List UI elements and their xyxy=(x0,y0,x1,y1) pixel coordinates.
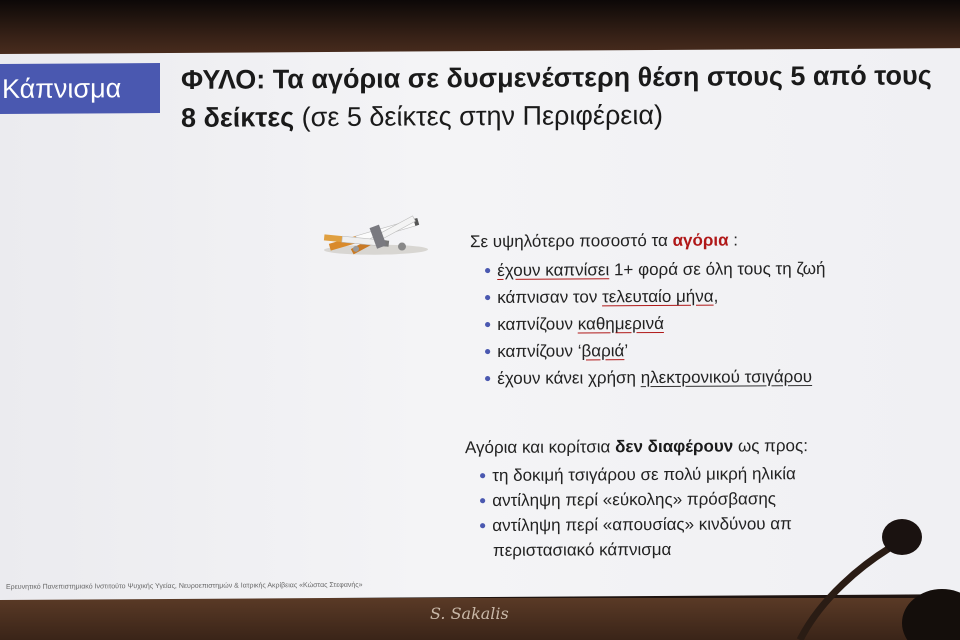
bullet-icon: ● xyxy=(479,493,487,508)
bullet-icon: ● xyxy=(484,343,492,359)
no-difference-intro: Αγόρια και κορίτσια δεν διαφέρουν ως προς: xyxy=(465,436,808,458)
bullet-icon: ● xyxy=(479,468,487,483)
room-background-top xyxy=(0,0,960,56)
list-item: ● έχουν καπνίσει 1+ φορά σε όλη τους τη ζωή xyxy=(484,258,826,280)
no-difference-highlight: δεν διαφέρουν xyxy=(615,436,734,457)
slide-title-normal: (σε 5 δείκτες στην Περιφέρεια) xyxy=(294,99,663,133)
section-tag: Κάπνισμα xyxy=(0,63,160,114)
list-item: ● κάπνισαν τον τελευταίο μήνα, xyxy=(484,286,719,307)
list-item: ● έχουν κάνει χρήση ηλεκτρονικού τσιγάρου xyxy=(484,367,813,388)
list-item: ● καπνίζουν ‘βαριά’ xyxy=(484,341,629,361)
bullet-icon: ● xyxy=(484,262,492,278)
footer-source: Ερευνητικό Πανεπιστημιακό Ινστιτούτο Ψυχικής Υγείας, Νευροεπιστημών & Ιατρικής Ακρίβειας «Κώστας Στεφανής» xyxy=(6,581,363,591)
bullet-icon: ● xyxy=(484,370,492,386)
bullet-icon: ● xyxy=(479,518,487,533)
list-item: ● τη δοκιμή τσιγάρου σε πολύ μικρή ηλικία xyxy=(479,464,796,485)
bullet-icon: ● xyxy=(484,316,492,332)
list-item: ● αντίληψη περί «εύκολης» πρόσβασης xyxy=(479,489,776,510)
list-item: περιστασιακό κάπνισμα xyxy=(493,539,672,560)
boys-higher-intro: Σε υψηλότερο ποσοστό τα αγόρια : xyxy=(470,230,739,252)
boys-highlight: αγόρια xyxy=(672,230,729,250)
list-item: ● αντίληψη περί «απουσίας» κινδύνου απ xyxy=(479,514,792,535)
slide-title-bold: ΦΥΛΟ: Τα αγόρια σε δυσμενέστερη θέση στους 5 από τους 8 δείκτες xyxy=(181,60,932,133)
bullet-icon: ● xyxy=(484,289,492,305)
photographer-watermark: S. Sakalis xyxy=(430,604,509,623)
microphone-icon xyxy=(780,505,960,640)
cigarettes-icon xyxy=(318,211,433,258)
boys-higher-section xyxy=(470,226,940,392)
boys-higher-list xyxy=(470,254,940,392)
slide-title xyxy=(181,56,941,137)
list-item: ● καπνίζουν καθημερινά xyxy=(484,313,664,334)
